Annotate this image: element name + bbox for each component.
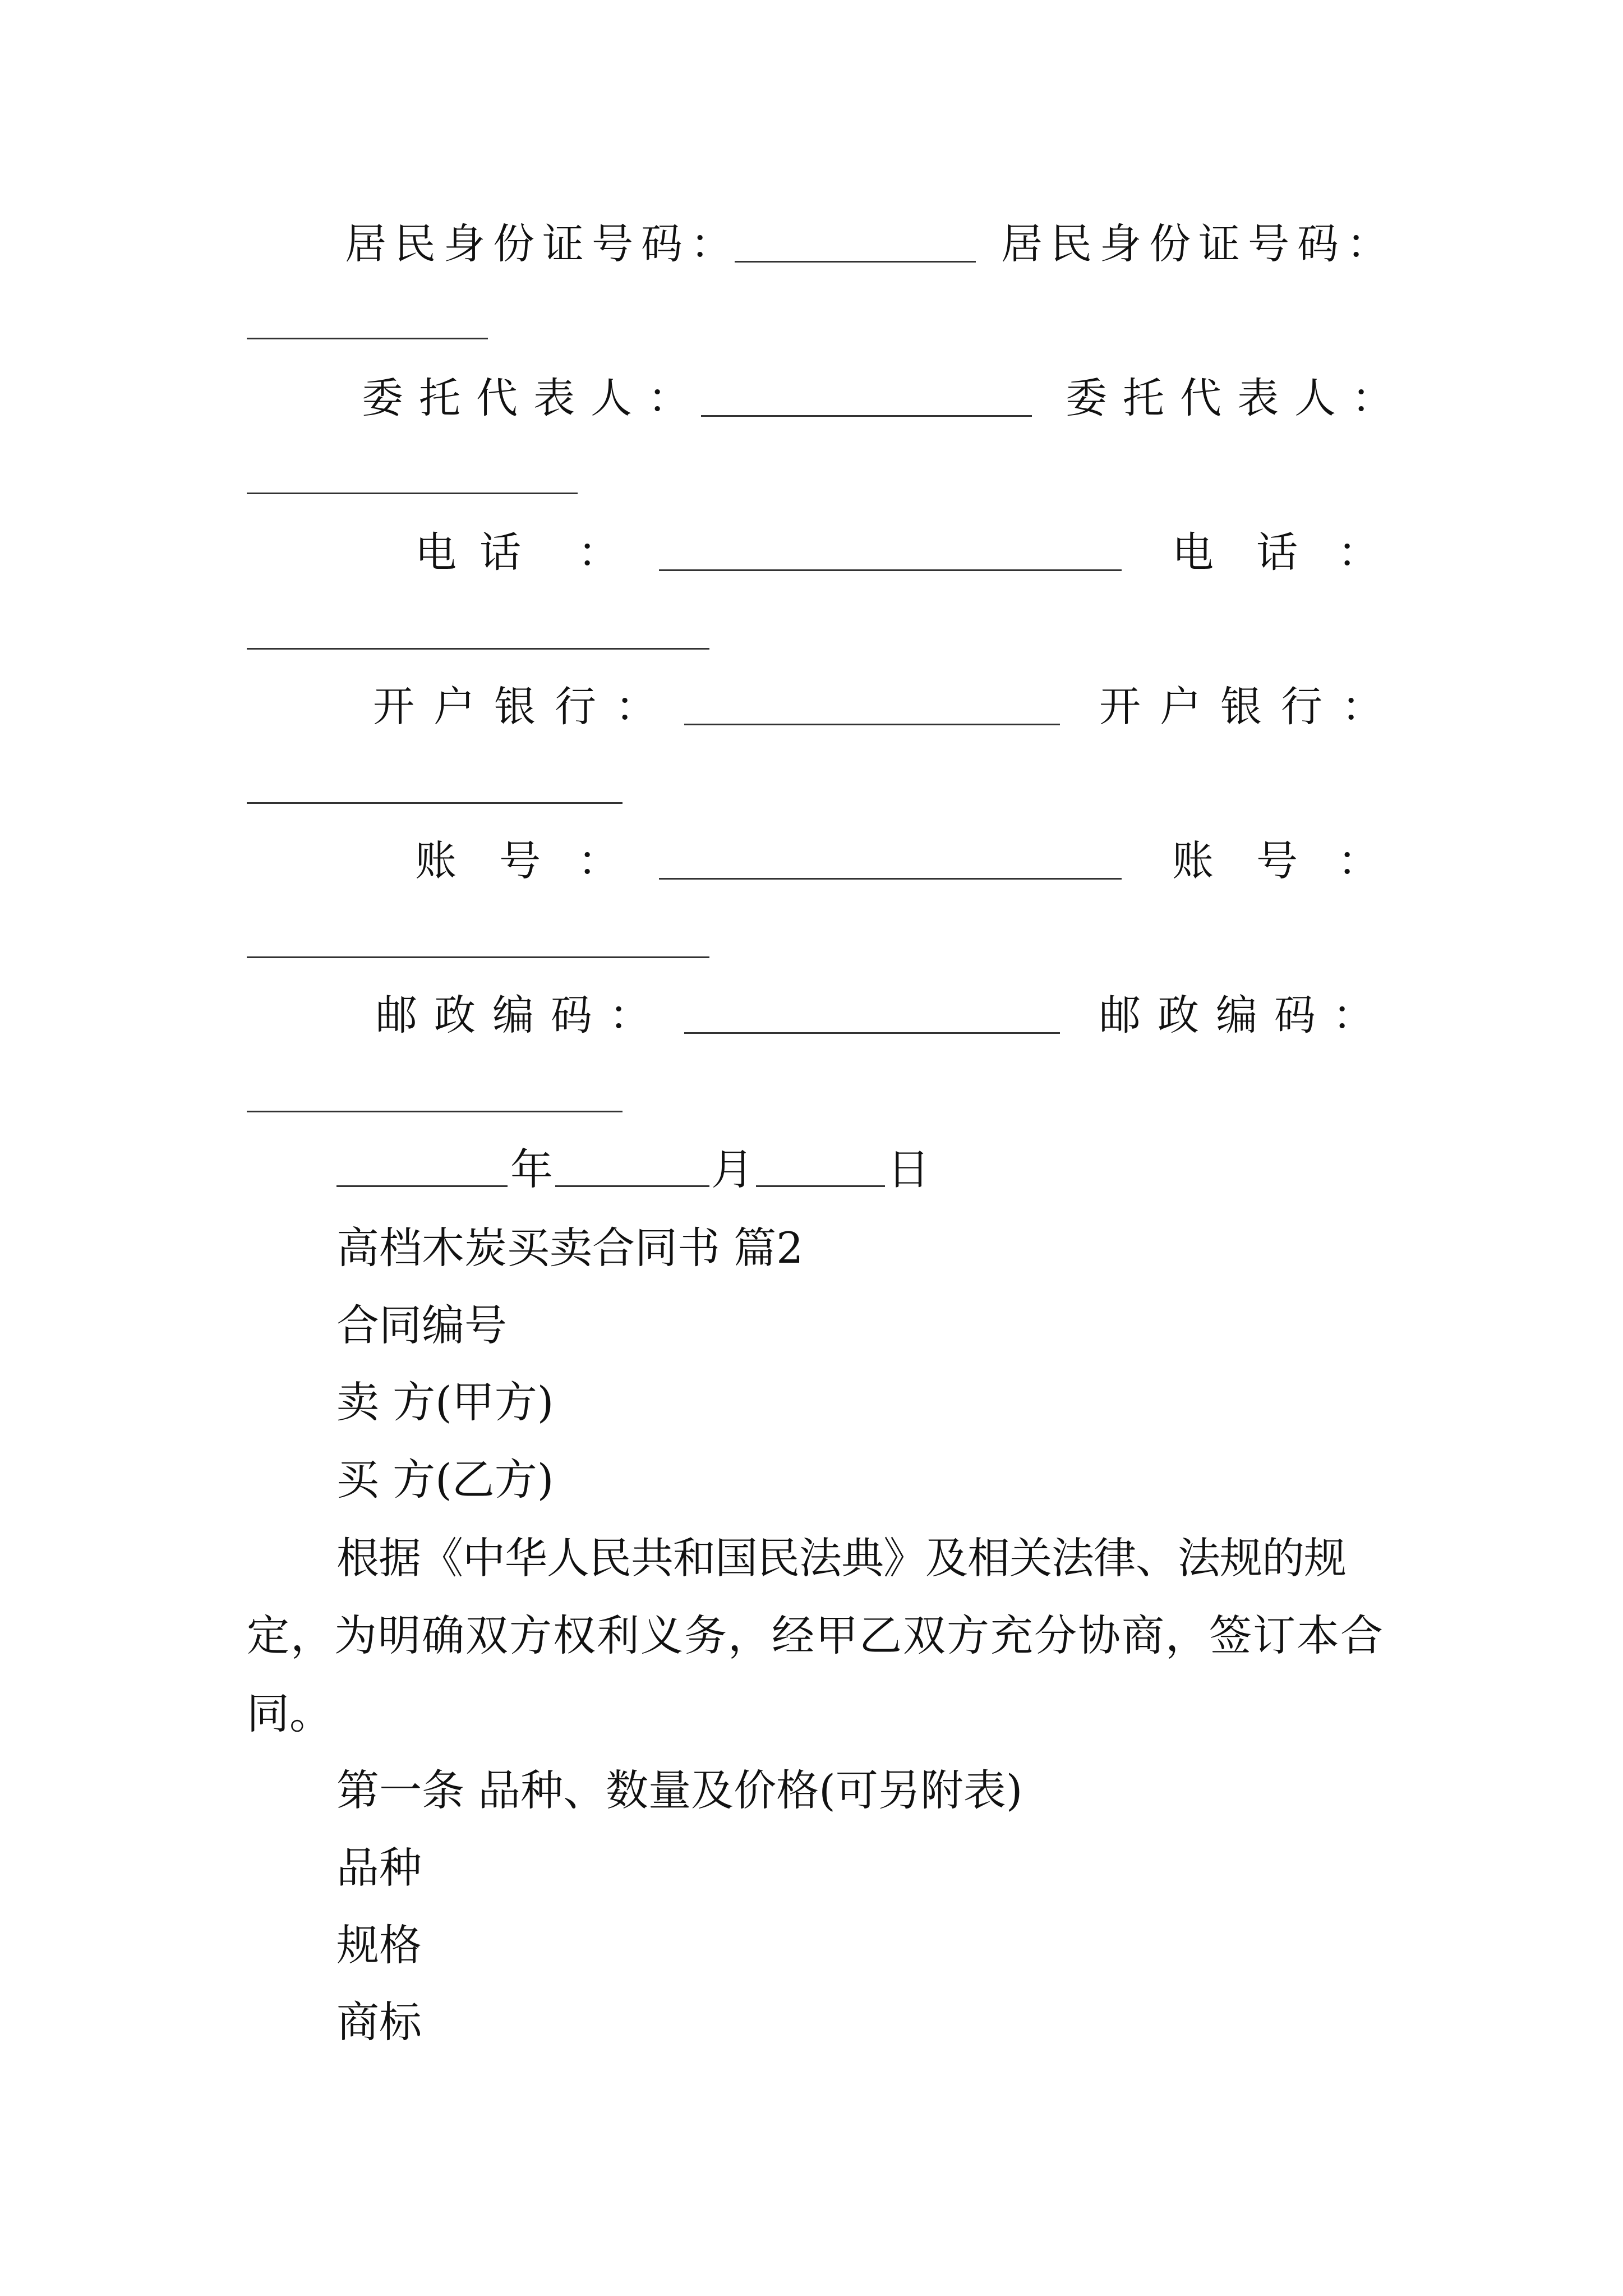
delegate-label-left: 委托代表人： bbox=[362, 374, 705, 422]
account-blank-left bbox=[659, 878, 1122, 880]
seller-line: 卖 方(甲方) bbox=[336, 1377, 554, 1427]
id-number-row bbox=[247, 216, 1396, 272]
bank-blank-right bbox=[247, 802, 623, 804]
phone-row bbox=[247, 524, 1379, 581]
phone-label-left-3: ： bbox=[578, 528, 619, 577]
contract-number-label: 合同编号 bbox=[336, 1300, 507, 1350]
intro-line-1: 根据《中华人民共和国民法典》及相关法律、法规的规 bbox=[336, 1533, 1346, 1583]
article-1-heading: 第一条 品种、数量及价格(可另附表) bbox=[336, 1765, 1023, 1815]
account-label-right-2: 号 bbox=[1256, 837, 1298, 885]
delegate-blank-left bbox=[701, 415, 1032, 417]
account-label-right-1: 账 bbox=[1172, 837, 1214, 885]
delegate-label-right: 委托代表人： bbox=[1066, 374, 1409, 422]
id-number-blank-left bbox=[735, 261, 976, 263]
phone-label-left-1: 电 bbox=[415, 528, 457, 577]
postal-blank-left bbox=[684, 1032, 1060, 1034]
id-number-label-left: 居民身份证号码： bbox=[345, 220, 740, 268]
day-blank bbox=[756, 1185, 885, 1187]
id-number-label-right: 居民身份证号码： bbox=[1001, 220, 1396, 268]
account-label-right-3: ： bbox=[1338, 837, 1379, 885]
year-blank bbox=[336, 1185, 508, 1187]
item-brand: 商标 bbox=[336, 1997, 422, 2047]
bank-label-left: 开户银行： bbox=[373, 683, 676, 731]
phone-blank-right bbox=[247, 648, 709, 650]
intro-line-2: 定，为明确双方权利义务，经甲乙双方充分协商，签订本合 bbox=[247, 1611, 1384, 1660]
phone-label-right-3: ： bbox=[1338, 528, 1379, 577]
bank-label-right: 开户银行： bbox=[1099, 683, 1402, 731]
postal-blank-right bbox=[247, 1111, 623, 1112]
account-label-left-3: ： bbox=[578, 837, 619, 885]
item-spec: 规格 bbox=[336, 1920, 422, 1970]
month-blank bbox=[555, 1185, 709, 1187]
bank-row bbox=[247, 679, 1402, 735]
item-variety: 品种 bbox=[336, 1843, 422, 1893]
contract-title: 高档木炭买卖合同书 篇2 bbox=[336, 1223, 804, 1273]
account-blank-right bbox=[247, 956, 709, 958]
intro-line-3: 同。 bbox=[247, 1688, 332, 1738]
postal-row bbox=[247, 987, 1391, 1043]
buyer-line: 买 方(乙方) bbox=[336, 1455, 554, 1504]
account-label-left-2: 号 bbox=[499, 837, 541, 885]
id-number-blank-right bbox=[247, 338, 488, 339]
phone-label-left-2: 话 bbox=[479, 528, 521, 577]
year-label: 年 bbox=[510, 1144, 553, 1194]
month-label: 月 bbox=[711, 1144, 754, 1194]
phone-label-right-1: 电 bbox=[1172, 528, 1214, 577]
account-row bbox=[247, 833, 1379, 889]
delegate-blank-right bbox=[247, 493, 578, 494]
postal-label-right: 邮政编码： bbox=[1099, 991, 1391, 1039]
postal-label-left: 邮政编码： bbox=[376, 991, 667, 1039]
day-label: 日 bbox=[887, 1144, 930, 1194]
phone-blank-left bbox=[659, 569, 1122, 571]
date-row bbox=[336, 1142, 1009, 1198]
bank-blank-left bbox=[684, 724, 1060, 725]
phone-label-right-2: 话 bbox=[1256, 528, 1298, 577]
delegate-row bbox=[247, 370, 1409, 426]
account-label-left-1: 账 bbox=[415, 837, 457, 885]
